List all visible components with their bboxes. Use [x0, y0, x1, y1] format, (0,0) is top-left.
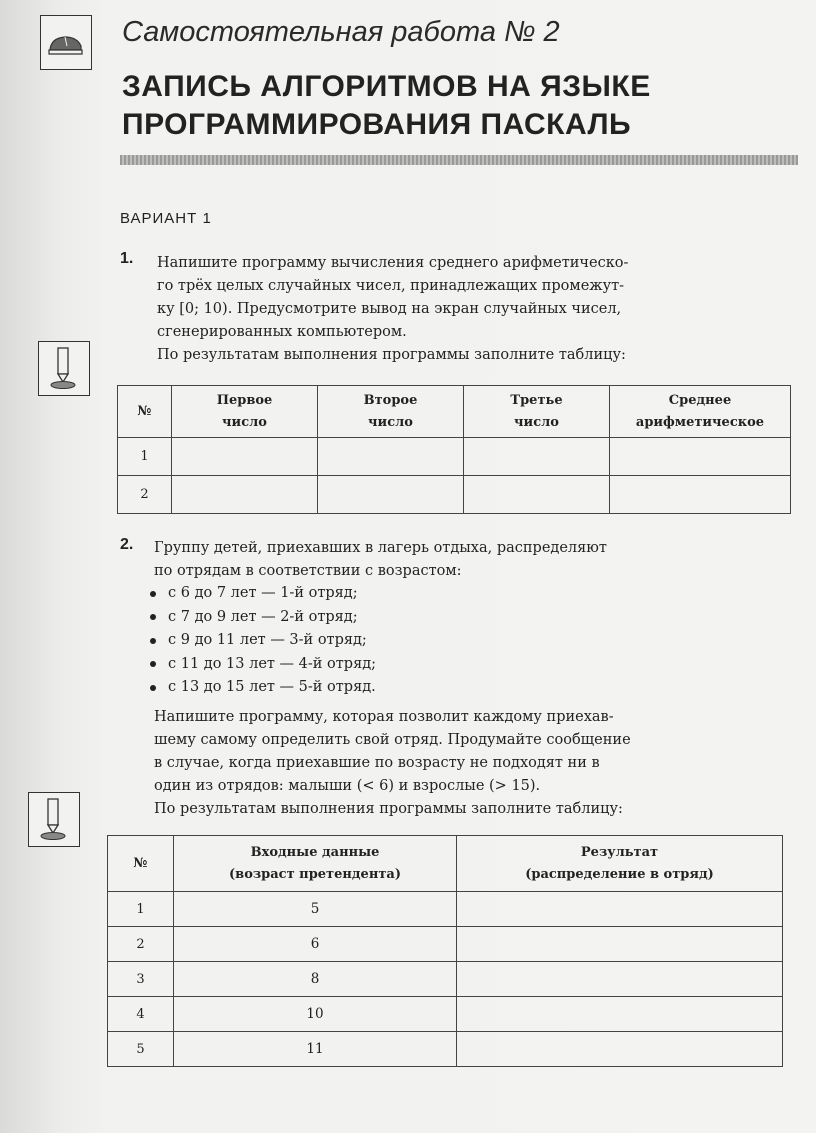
input-age: 8	[174, 962, 457, 997]
col-header-second: Второе число	[318, 386, 464, 438]
list-item	[150, 582, 376, 606]
table-row	[108, 962, 783, 997]
answer-cell[interactable]	[318, 476, 464, 514]
task-2-intro	[154, 537, 794, 583]
answer-cell[interactable]	[457, 997, 783, 1032]
task-1-text	[157, 252, 797, 367]
answer-cell[interactable]	[464, 476, 610, 514]
task-1-line: Напишите программу вычисления среднего арифметическо-	[157, 255, 629, 271]
pencil-icon	[28, 792, 80, 847]
task-2-number: 2.	[120, 536, 134, 553]
input-age: 10	[174, 997, 457, 1032]
col-header-third: Третье число	[464, 386, 610, 438]
col-header-first: Первое число	[172, 386, 318, 438]
list-item-text: с 13 до 15 лет — 5-й отряд.	[168, 679, 376, 695]
table-row	[108, 892, 783, 927]
row-number: 2	[108, 927, 174, 962]
table-header-row	[118, 386, 791, 438]
row-number: 2	[118, 476, 172, 514]
list-item	[150, 653, 376, 677]
row-number: 1	[118, 438, 172, 476]
table-row	[108, 997, 783, 1032]
variant-label: ВАРИАНТ 1	[120, 210, 212, 227]
task-2-table	[107, 835, 783, 1067]
row-number: 1	[108, 892, 174, 927]
row-number: 3	[108, 962, 174, 997]
task-2-line: в случае, когда приехавшие по возрасту не подходят ни в	[154, 755, 600, 771]
col-header-result: Результат (распределение в отряд)	[457, 836, 783, 892]
answer-cell[interactable]	[464, 438, 610, 476]
table-row	[108, 1032, 783, 1067]
list-item-text: с 11 до 13 лет — 4-й отряд;	[168, 655, 377, 672]
page-title	[122, 68, 782, 144]
answer-cell[interactable]	[172, 438, 318, 476]
task-2-line: Группу детей, приехавших в лагерь отдыха, распределяют	[154, 540, 607, 556]
task-1-line: По результатам выполнения программы заполните таблицу:	[157, 347, 626, 363]
task-2-line: по отрядам в соответствии с возрастом:	[154, 563, 462, 579]
input-age: 11	[174, 1032, 457, 1067]
bullet-icon	[150, 685, 156, 691]
list-item-text: с 7 до 9 лет — 2-й отряд;	[168, 608, 358, 625]
answer-cell[interactable]	[457, 1032, 783, 1067]
row-number: 5	[108, 1032, 174, 1067]
bullet-icon	[150, 614, 156, 620]
bullet-icon	[150, 661, 156, 667]
task-2-line: Напишите программу, которая позволит каждому приехав-	[154, 709, 614, 725]
answer-cell[interactable]	[172, 476, 318, 514]
task-1-number: 1.	[120, 250, 134, 267]
work-subtitle: Самостоятельная работа № 2	[122, 16, 560, 48]
table-row	[118, 476, 791, 514]
bullet-icon	[150, 591, 156, 597]
task-1-table	[117, 385, 791, 514]
list-item-text: с 9 до 11 лет — 3-й отряд;	[168, 632, 367, 648]
bullet-icon	[150, 638, 156, 644]
title-line-2: ПРОГРАММИРОВАНИЯ ПАСКАЛЬ	[122, 108, 632, 141]
mouse-icon	[40, 15, 92, 70]
answer-cell[interactable]	[610, 476, 791, 514]
answer-cell[interactable]	[610, 438, 791, 476]
col-header-number: №	[118, 386, 172, 438]
task-2-line: один из отрядов: малыши (< 6) и взрослые (> 15).	[154, 778, 541, 794]
task-2-line: шему самому определить свой отряд. Продумайте сообщение	[154, 732, 631, 748]
task-1-line: сгенерированных компьютером.	[157, 324, 407, 340]
age-group-list	[150, 582, 376, 700]
pencil-icon	[38, 341, 90, 396]
table-header-row	[108, 836, 783, 892]
divider-rule	[120, 155, 798, 165]
col-header-number: №	[108, 836, 174, 892]
input-age: 5	[174, 892, 457, 927]
list-item	[150, 629, 376, 653]
task-1-line: го трёх целых случайных чисел, принадлежащих промежут-	[157, 278, 625, 294]
answer-cell[interactable]	[318, 438, 464, 476]
task-1-line: ку [0; 10). Предусмотрите вывод на экран случайных чисел,	[157, 301, 622, 317]
answer-cell[interactable]	[457, 927, 783, 962]
task-2-line: По результатам выполнения программы заполните таблицу:	[154, 801, 623, 817]
table-row	[108, 927, 783, 962]
row-number: 4	[108, 997, 174, 1032]
input-age: 6	[174, 927, 457, 962]
title-line-1: ЗАПИСЬ АЛГОРИТМОВ НА ЯЗЫКЕ	[122, 70, 651, 103]
list-item	[150, 606, 376, 630]
col-header-input: Входные данные (возраст претендента)	[174, 836, 457, 892]
list-item	[150, 676, 376, 700]
list-item-text: с 6 до 7 лет — 1-й отряд;	[168, 585, 358, 601]
table-row	[118, 438, 791, 476]
answer-cell[interactable]	[457, 962, 783, 997]
answer-cell[interactable]	[457, 892, 783, 927]
col-header-average: Среднее арифметическое	[610, 386, 791, 438]
task-2-body	[154, 706, 794, 821]
